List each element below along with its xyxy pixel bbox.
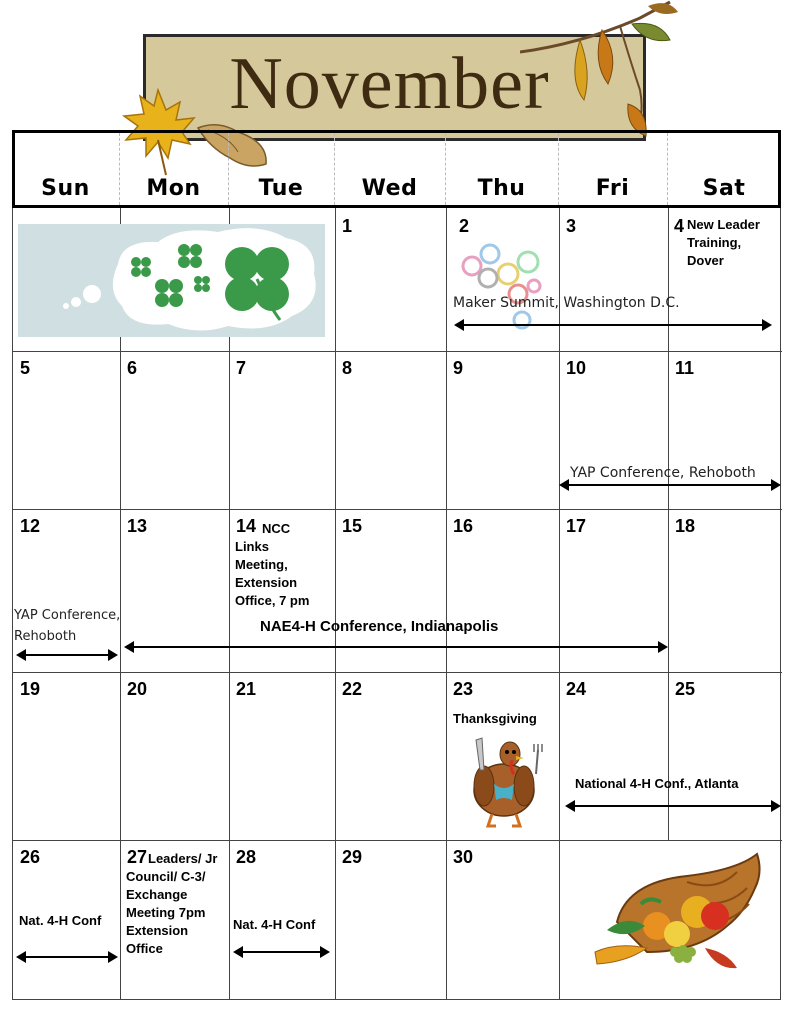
- weekday-sat: Sat: [702, 176, 746, 201]
- event-nat-4h-conf-28: Nat. 4-H Conf: [233, 917, 316, 932]
- date-1: 1: [342, 216, 353, 236]
- date-19: 19: [20, 679, 41, 699]
- event-new-leader-training: New Leader Training, Dover: [687, 217, 760, 268]
- date-4: 4: [674, 216, 685, 236]
- date-20: 20: [127, 679, 148, 699]
- gears-icon: [456, 236, 548, 336]
- event-nat-4h-conf-26: Nat. 4-H Conf: [19, 913, 102, 928]
- weekday-thu: Thu: [477, 176, 526, 201]
- date-16: 16: [453, 516, 474, 536]
- date-3: 3: [566, 216, 577, 236]
- date-18: 18: [675, 516, 696, 536]
- event-maker-summit: Maker Summit, Washington D.C.: [453, 295, 680, 311]
- date-7: 7: [236, 358, 247, 378]
- date-17: 17: [566, 516, 587, 536]
- event-ncc-links: NCC Links Meeting, Extension Office, 7 pm: [235, 521, 310, 608]
- event-yap-conference-1: YAP Conference, Rehoboth: [570, 465, 756, 481]
- date-28: 28: [236, 847, 257, 867]
- weekday-tue: Tue: [258, 176, 304, 201]
- maker-summit-arrow: [456, 324, 770, 326]
- date-15: 15: [342, 516, 363, 536]
- nat-4h-arrow-28: [235, 951, 328, 953]
- cornucopia-icon: [587, 852, 771, 978]
- date-14: 14: [236, 516, 257, 536]
- date-5: 5: [20, 358, 31, 378]
- date-26: 26: [20, 847, 41, 867]
- date-29: 29: [342, 847, 363, 867]
- nat-4h-arrow-26: [18, 956, 116, 958]
- event-leaders-meeting: Leaders/ Jr Council/ C-3/ Exchange Meeting 7pm Extension Office: [126, 851, 218, 956]
- turkey-icon: [458, 730, 550, 830]
- weekday-wed: Wed: [361, 176, 418, 201]
- calendar: [12, 130, 781, 1000]
- date-10: 10: [566, 358, 587, 378]
- date-25: 25: [675, 679, 696, 699]
- event-thanksgiving: Thanksgiving: [453, 711, 537, 726]
- date-23: 23: [453, 679, 474, 699]
- date-8: 8: [342, 358, 353, 378]
- date-27: 27: [127, 847, 148, 867]
- date-6: 6: [127, 358, 138, 378]
- weekday-sun: Sun: [41, 176, 90, 201]
- nae4h-arrow: [126, 646, 666, 648]
- yap-conference-arrow-1: [561, 484, 779, 486]
- date-9: 9: [453, 358, 464, 378]
- date-24: 24: [566, 679, 587, 699]
- national-4h-arrow: [567, 805, 779, 807]
- date-13: 13: [127, 516, 148, 536]
- event-nae4h-conference: NAE4-H Conference, Indianapolis: [260, 618, 499, 635]
- event-national-4h-conf: National 4-H Conf., Atlanta: [575, 776, 739, 791]
- event-yap-conference-2: YAP Conference, Rehoboth: [14, 608, 121, 644]
- autumn-branch-icon: [520, 0, 680, 140]
- month-title: November: [229, 43, 550, 125]
- date-2: 2: [459, 216, 470, 236]
- date-12: 12: [20, 516, 41, 536]
- weekday-mon: Mon: [146, 176, 201, 201]
- weekday-fri: Fri: [595, 176, 630, 201]
- date-21: 21: [236, 679, 257, 699]
- yap-conference-arrow-2: [18, 654, 116, 656]
- four-h-clover-icon: [18, 224, 325, 337]
- date-11: 11: [675, 358, 695, 378]
- date-22: 22: [342, 679, 363, 699]
- date-30: 30: [453, 847, 474, 867]
